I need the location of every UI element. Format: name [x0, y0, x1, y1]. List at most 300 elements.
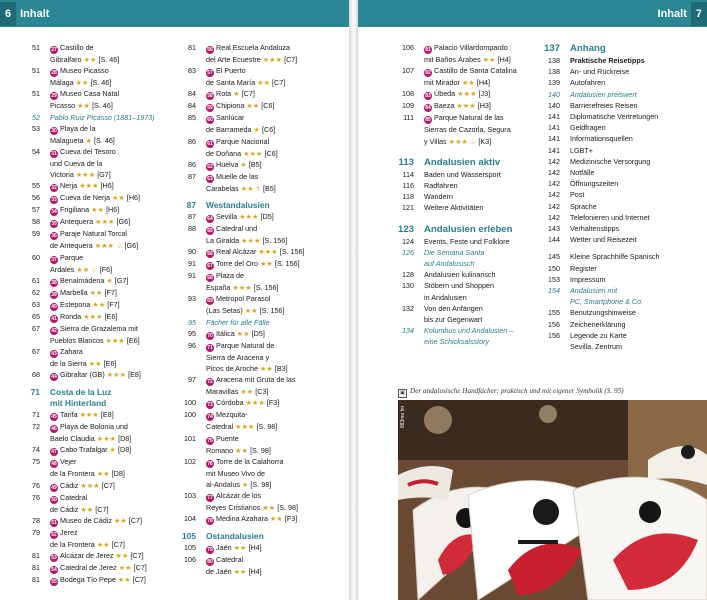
sight-number-marker: 28	[51, 70, 57, 77]
toc-entry[interactable]	[398, 236, 538, 247]
entry-title: Playa de la	[60, 123, 96, 133]
toc-entry[interactable]	[24, 358, 180, 369]
section-title: Anhang	[570, 43, 606, 54]
toc-entry[interactable]	[398, 112, 538, 124]
entry-text	[414, 65, 517, 77]
entry-title: Legende zu Karte	[570, 330, 627, 340]
toc-entry[interactable]	[544, 307, 704, 318]
toc-entry[interactable]	[24, 123, 180, 135]
toc-entry[interactable]	[398, 124, 538, 135]
entry-text	[196, 374, 296, 386]
toc-entry[interactable]	[544, 296, 704, 307]
toc-entry[interactable]	[398, 303, 538, 314]
toc-entry[interactable]	[180, 124, 345, 135]
entry-text	[414, 202, 483, 213]
toc-entry[interactable]	[24, 192, 180, 204]
map-reference: [B5]	[263, 183, 276, 193]
entry-title: y Villas	[424, 136, 447, 146]
toc-entry[interactable]	[24, 323, 180, 335]
entry-title: Aracena mit Gruta de las	[216, 375, 296, 385]
entry-text	[560, 189, 584, 200]
entry-page-number: 59	[32, 229, 40, 239]
entry-page-number	[24, 504, 40, 515]
toc-entry[interactable]	[544, 100, 704, 111]
map-reference: [E6]	[104, 311, 118, 321]
sight-number-marker: 53	[51, 555, 57, 562]
toc-entry[interactable]	[24, 216, 180, 228]
entry-title: Úbeda	[434, 89, 456, 99]
entry-text	[196, 490, 261, 502]
toc-entry[interactable]	[544, 156, 704, 167]
toc-entry[interactable]	[180, 54, 345, 65]
entry-page-number: 111	[403, 113, 414, 123]
toc-entry[interactable]	[398, 169, 538, 180]
toc-entry[interactable]	[180, 445, 345, 456]
entry-title: Sprache	[570, 201, 597, 211]
map-reference: [S. 98]	[277, 503, 298, 513]
section-title: Andalusien erleben	[424, 223, 513, 235]
toc-entry[interactable]	[544, 55, 704, 66]
toc-entry[interactable]	[544, 77, 704, 88]
entry-text	[40, 550, 144, 562]
toc-entry[interactable]	[544, 167, 704, 178]
entry-page-number	[180, 282, 196, 293]
toc-entry[interactable]	[24, 369, 180, 381]
toc-entry[interactable]	[544, 212, 704, 223]
entry-page-number: 142	[548, 190, 560, 200]
entry-page-number: 95	[188, 328, 196, 338]
toc-entry[interactable]	[180, 386, 345, 397]
map-reference: [F3]	[266, 398, 280, 408]
toc-entry[interactable]	[24, 539, 180, 550]
toc-entry[interactable]	[544, 189, 704, 200]
sight-number-marker: 42	[51, 327, 57, 334]
entry-page-number	[398, 336, 414, 347]
toc-entry[interactable]	[180, 554, 345, 566]
entry-page-number: 91	[188, 271, 196, 281]
entry-text	[196, 328, 265, 340]
toc-entry[interactable]	[398, 88, 538, 100]
entry-page-number: 103	[184, 491, 196, 501]
toc-entry[interactable]	[398, 100, 538, 112]
entry-title: Catedral	[206, 422, 234, 432]
toc-entry[interactable]	[180, 566, 345, 577]
section-heading	[398, 156, 538, 169]
toc-entry[interactable]	[180, 374, 345, 386]
toc-entry[interactable]	[398, 65, 538, 77]
map-reference: [C7]	[241, 89, 255, 99]
toc-entry[interactable]	[544, 111, 704, 122]
entry-title: Zahara	[60, 347, 83, 357]
toc-entry[interactable]	[180, 211, 345, 223]
sight-number-marker: 79	[207, 547, 213, 554]
entry-page-number	[180, 502, 196, 513]
entry-page-number: 75	[32, 457, 40, 467]
toc-entry[interactable]	[398, 136, 538, 147]
entry-title: Puente	[216, 433, 239, 443]
sight-number-marker: 30	[51, 127, 57, 134]
entry-text	[414, 303, 483, 314]
toc-entry[interactable]	[544, 145, 704, 156]
toc-entry[interactable]	[24, 158, 180, 169]
toc-entry[interactable]	[398, 54, 538, 65]
sight-number-marker: 49	[51, 484, 57, 491]
toc-entry[interactable]	[24, 504, 180, 515]
entry-text	[560, 133, 633, 144]
toc-entry[interactable]	[544, 201, 704, 212]
toc-entry[interactable]	[398, 247, 538, 258]
toc-entry[interactable]	[180, 456, 345, 468]
toc-entry[interactable]	[24, 311, 180, 323]
toc-entry[interactable]	[24, 574, 180, 586]
toc-entry[interactable]	[180, 65, 345, 77]
toc-entry[interactable]	[398, 258, 538, 269]
entry-text	[40, 252, 83, 264]
entry-title: El Puerto	[216, 66, 246, 76]
entry-title: Sevilla, Zentrum	[570, 342, 622, 352]
entry-page-number: 114	[402, 169, 414, 179]
map-reference: [H6]	[126, 193, 141, 203]
toc-entry[interactable]	[180, 317, 345, 328]
toc-entry[interactable]	[180, 112, 345, 124]
toc-entry[interactable]	[24, 275, 180, 287]
entry-text	[40, 54, 119, 65]
toc-entry[interactable]	[398, 292, 538, 303]
toc-entry[interactable]	[544, 274, 704, 285]
entry-title: Itálica	[216, 328, 235, 338]
sight-number-marker: 33	[51, 197, 57, 204]
star-rating: ★★★	[457, 89, 477, 99]
entry-title: Baeza	[434, 101, 455, 111]
toc-entry[interactable]	[24, 42, 180, 54]
toc-entry[interactable]	[544, 341, 704, 352]
toc-entry[interactable]	[180, 77, 345, 88]
toc-entry[interactable]	[24, 112, 180, 123]
toc-entry[interactable]	[398, 202, 538, 213]
toc-entry[interactable]	[180, 148, 345, 159]
toc-entry[interactable]	[180, 235, 345, 246]
toc-entry[interactable]	[544, 122, 704, 133]
toc-entry[interactable]	[180, 282, 345, 293]
entry-text	[196, 54, 297, 65]
sight-number-marker: 47	[51, 449, 57, 456]
entry-title: de Doñana	[206, 148, 242, 158]
entry-title: de la Sierra	[50, 359, 87, 369]
entry-title: Radfahren	[424, 181, 458, 191]
toc-entry[interactable]	[180, 100, 345, 112]
toc-entry[interactable]	[180, 88, 345, 100]
toc-entry[interactable]	[24, 252, 180, 264]
toc-entry[interactable]	[180, 479, 345, 490]
toc-entry[interactable]	[398, 325, 538, 336]
star-rating: ★★ ☥	[240, 183, 262, 193]
map-reference: [D5]	[251, 328, 265, 338]
toc-entry[interactable]	[24, 433, 180, 444]
photo-credit: 083ma fm	[400, 406, 406, 429]
entry-page-number: 53	[32, 123, 40, 133]
toc-entry[interactable]	[180, 502, 345, 513]
section-heading	[180, 200, 345, 211]
entry-page-number: 76	[32, 480, 40, 490]
star-rating: ★	[85, 135, 93, 145]
toc-entry[interactable]	[180, 171, 345, 183]
right-page-header	[358, 0, 707, 27]
toc-entry[interactable]	[24, 169, 180, 180]
entry-page-number: 153	[548, 274, 560, 284]
entry-title: Torre de la Calahorra	[216, 456, 284, 466]
sight-number-marker: 62	[207, 163, 213, 170]
toc-entry[interactable]	[544, 319, 704, 330]
entry-title: España	[206, 283, 231, 293]
entry-title: eine Schicksalsstory	[424, 337, 490, 347]
map-reference: [G6]	[116, 217, 131, 227]
toc-entry[interactable]	[180, 397, 345, 409]
toc-entry[interactable]	[180, 363, 345, 374]
toc-entry[interactable]	[398, 280, 538, 291]
toc-entry[interactable]	[24, 492, 180, 504]
toc-entry[interactable]	[180, 270, 345, 282]
entry-title: PC, Smartphone & Co.	[570, 297, 644, 307]
toc-entry[interactable]	[180, 409, 345, 421]
sight-number-marker: 51	[51, 519, 57, 526]
entry-text	[560, 251, 660, 262]
entry-title: Fächer für alle Fälle	[206, 317, 270, 327]
toc-entry[interactable]	[24, 54, 180, 65]
star-rating: ★★	[115, 551, 129, 561]
entry-text	[196, 223, 257, 235]
sight-number-marker: 34	[51, 209, 57, 216]
toc-entry[interactable]	[24, 421, 180, 433]
entry-title: de Santa María	[206, 78, 256, 88]
entry-title: Vejer	[60, 457, 77, 467]
toc-entry[interactable]	[24, 180, 180, 192]
star-rating: ★★	[235, 445, 249, 455]
entry-page-number: 68	[32, 370, 40, 380]
entry-title: Andalusien preiswert	[570, 89, 637, 99]
entry-title: Estepona	[60, 299, 91, 309]
toc-entry[interactable]	[180, 328, 345, 340]
toc-entry[interactable]	[180, 513, 345, 525]
entry-page-number: 87	[188, 212, 196, 222]
entry-text	[560, 100, 638, 111]
entry-text	[196, 77, 285, 88]
entry-text	[196, 542, 262, 554]
entry-text	[414, 180, 458, 191]
sight-number-marker: 80	[207, 559, 213, 566]
toc-entry[interactable]	[544, 66, 704, 77]
sight-number-marker: 73	[207, 402, 213, 409]
entry-text	[414, 269, 496, 280]
toc-entry[interactable]	[180, 183, 345, 194]
toc-entry[interactable]	[544, 234, 704, 245]
toc-entry[interactable]	[398, 180, 538, 191]
entry-title: Telefonieren und Internet	[570, 212, 650, 222]
entry-page-number: 126	[402, 247, 414, 257]
toc-entry[interactable]	[180, 433, 345, 445]
toc-entry[interactable]	[24, 77, 180, 88]
toc-entry[interactable]	[24, 240, 180, 251]
toc-entry[interactable]	[544, 263, 704, 274]
toc-entry[interactable]	[24, 468, 180, 479]
entry-text	[40, 421, 128, 433]
toc-entry[interactable]	[180, 305, 345, 316]
toc-entry[interactable]	[24, 409, 180, 421]
entry-title: Die Semana Santa	[424, 247, 485, 257]
toc-entry[interactable]	[544, 223, 704, 234]
toc-entry[interactable]	[180, 468, 345, 479]
entry-page-number: 51	[32, 43, 40, 52]
entry-text	[560, 178, 618, 189]
entry-title: Von den Anfängen	[424, 303, 483, 313]
entry-page-number: 85	[188, 113, 196, 123]
toc-entry[interactable]	[180, 159, 345, 171]
toc-entry[interactable]	[398, 77, 538, 88]
toc-entry[interactable]	[24, 562, 180, 574]
entry-text	[40, 456, 76, 468]
entry-text	[40, 346, 83, 358]
entry-page-number: 67	[32, 347, 40, 357]
entry-page-number: 84	[188, 101, 196, 111]
entry-text	[196, 479, 271, 490]
toc-entry[interactable]	[24, 100, 180, 111]
sight-number-marker: 36	[51, 233, 57, 240]
toc-entry[interactable]	[180, 42, 345, 54]
toc-entry[interactable]	[398, 314, 538, 325]
toc-entry[interactable]	[24, 88, 180, 100]
map-reference: [S. 156]	[253, 283, 279, 293]
star-rating: ★	[109, 445, 116, 455]
toc-entry[interactable]	[180, 490, 345, 502]
map-reference: [C7]	[132, 575, 146, 585]
star-rating: ★★★	[79, 181, 99, 191]
map-reference: [K3]	[478, 136, 492, 146]
toc-entry[interactable]	[180, 421, 345, 432]
toc-entry[interactable]	[180, 258, 345, 270]
toc-entry[interactable]	[24, 346, 180, 358]
book-gutter	[349, 0, 358, 600]
entry-page-number	[24, 358, 40, 369]
entry-text	[414, 77, 490, 88]
entry-title: Catedral und	[216, 224, 258, 234]
entry-title: Informationsquellen	[570, 134, 633, 144]
caption-text: Der andalusische Handfächer: praktisch und mit eigener Symbolik (S. 95)	[410, 387, 624, 395]
toc-entry[interactable]	[180, 542, 345, 554]
toc-entry[interactable]	[544, 330, 704, 341]
entry-page-number: 97	[188, 375, 196, 385]
entry-page-number: 51	[32, 89, 40, 99]
toc-entry[interactable]	[24, 550, 180, 562]
entry-title: Palacio Villardompardo	[434, 43, 508, 52]
toc-entry[interactable]	[180, 340, 345, 352]
map-reference: [S. 46]	[90, 78, 112, 88]
toc-entry[interactable]	[24, 135, 180, 146]
entry-text	[414, 169, 501, 180]
entry-page-number	[180, 468, 196, 479]
camera-icon: ▣	[398, 389, 407, 398]
entry-text	[196, 88, 255, 100]
map-reference: [E8]	[100, 410, 114, 420]
entry-text	[560, 77, 605, 88]
entry-page-number: 101	[184, 433, 196, 443]
toc-entry[interactable]	[544, 133, 704, 144]
toc-entry[interactable]	[180, 352, 345, 363]
entry-page-number: 130	[402, 281, 414, 291]
map-reference: [D8]	[118, 445, 132, 455]
toc-entry[interactable]	[24, 228, 180, 240]
entry-text	[40, 42, 94, 54]
entry-title: Cabo Trafalgar	[60, 445, 108, 455]
entry-page-number: 91	[188, 259, 196, 269]
entry-page-number	[24, 433, 40, 444]
entry-title: Praktische Reisetipps	[570, 56, 645, 65]
toc-entry[interactable]	[24, 527, 180, 539]
toc-entry[interactable]	[544, 178, 704, 189]
section-title: Ostandalusien	[206, 531, 264, 542]
toc-entry[interactable]	[398, 269, 538, 280]
toc-entry[interactable]	[544, 251, 704, 262]
toc-entry[interactable]	[24, 335, 180, 346]
toc-entry[interactable]	[180, 246, 345, 258]
map-reference: [S. 98]	[250, 445, 271, 455]
entry-text	[196, 112, 244, 124]
entry-text	[40, 515, 142, 527]
star-rating: ★★★	[83, 311, 103, 321]
toc-entry[interactable]	[398, 191, 538, 202]
entry-text	[560, 145, 593, 156]
entry-text	[196, 363, 288, 374]
entry-text	[196, 171, 258, 183]
toc-entry[interactable]	[180, 223, 345, 235]
toc-entry[interactable]	[24, 515, 180, 527]
toc-entry[interactable]	[24, 480, 180, 492]
entry-page-number	[24, 77, 40, 88]
entry-title: Sanlúcar	[216, 113, 245, 123]
toc-column-2	[180, 42, 345, 578]
map-reference: [C6]	[261, 101, 275, 111]
toc-entry[interactable]	[24, 65, 180, 77]
toc-entry[interactable]	[544, 285, 704, 296]
toc-entry[interactable]	[24, 444, 180, 456]
toc-entry[interactable]	[544, 89, 704, 100]
toc-entry[interactable]	[180, 293, 345, 305]
toc-entry[interactable]	[24, 287, 180, 299]
toc-entry[interactable]	[398, 42, 538, 54]
toc-entry[interactable]	[24, 204, 180, 216]
toc-entry[interactable]	[24, 299, 180, 311]
entry-page-number: 58	[32, 217, 40, 227]
entry-title: Málaga	[50, 78, 74, 88]
toc-entry[interactable]	[180, 136, 345, 148]
entry-text	[196, 42, 290, 54]
entry-text	[196, 136, 269, 148]
entry-text	[560, 201, 597, 212]
entry-text	[196, 513, 297, 525]
entry-title: Metropol Parasol	[216, 294, 271, 304]
map-reference: [D5]	[260, 212, 274, 222]
toc-entry[interactable]	[24, 146, 180, 158]
entry-title: Weitere Aktivitäten	[424, 203, 484, 213]
toc-entry[interactable]	[24, 264, 180, 275]
entry-title: in Andalusien	[424, 292, 467, 302]
toc-entry[interactable]	[24, 456, 180, 468]
entry-title: del Arte Ecuestre	[206, 55, 261, 64]
entry-title: Castillo de Santa Catalina	[434, 66, 517, 76]
map-reference: [C7]	[133, 563, 147, 573]
toc-entry[interactable]	[398, 336, 538, 347]
entry-title: Ronda	[60, 311, 82, 321]
entry-title: Catedral	[60, 492, 88, 502]
star-rating: ★★	[259, 364, 273, 374]
